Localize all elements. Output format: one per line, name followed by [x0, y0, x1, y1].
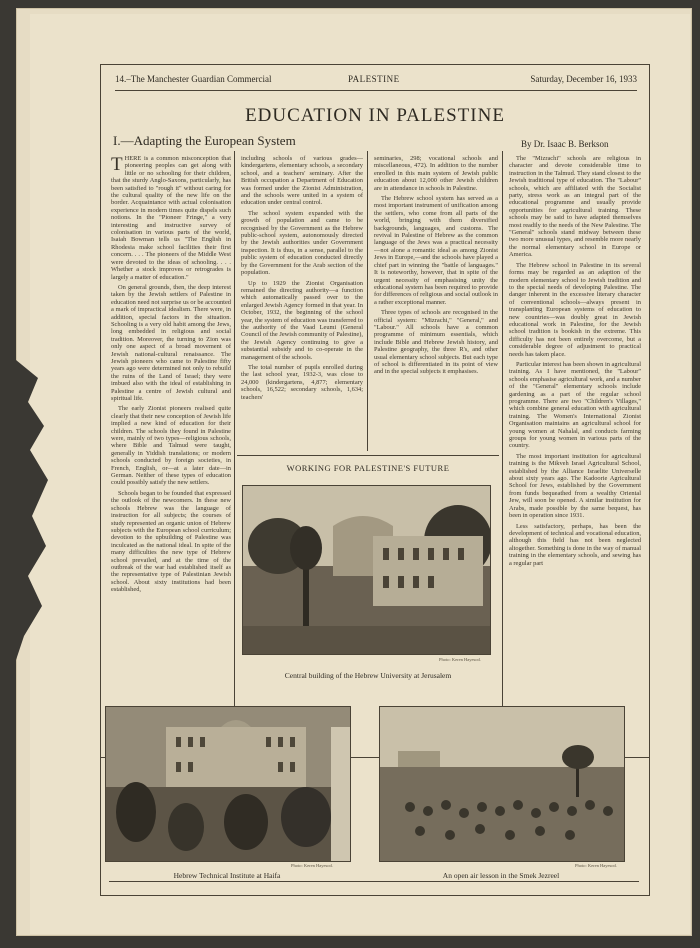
running-header [115, 74, 637, 91]
column-rule [367, 151, 368, 451]
column-rule [502, 151, 503, 741]
photo-credit: Photo: Keren Hayesod. [439, 657, 481, 662]
article-column-4 [509, 155, 641, 751]
paragraph: On general grounds, then, the deep interest taken by the Jewish settlers of Palestine in education need not surprise us or be accounted a mark of impractical idealism. There were, in addition, special factors in the situation. Schooling is a very old habit among the Jews, long embedded in religious and social tradition. Moreover, the turning to Zion was only one aspect of a broad movement of Jewish national-cultural renaissance. The Jewish pioneers who came to Palestine fifty years ago were determined not only to rebuild the ruins of the Land of Israel; they were imbued also with the ideal of establishing in Palestine a centre of Jewish cultural and spiritual life. [111, 283, 231, 402]
paragraph: including schools of various grades—kindergartens, elementary schools, a secondary school, and a teachers' seminary. After the British occupation a Department of Education was formed under the Zionist Administration, and the schools were united in a system of education under central control. [241, 155, 363, 207]
column-rule [234, 151, 235, 741]
section-rule [237, 455, 499, 456]
article-column-2 [241, 155, 363, 447]
paragraph: HERE is a common misconception that pioneering peoples can get along with little or no schooling for their children, that the sturdy Anglo-Saxons, particularly, has been satisfied to "rough it" without caring for the cultural quality of the new life on the border. Acquaintance with actual colonisation experience in modern times quite dispels such notions. In the "Pioneer Fringe," a very interesting and instructive survey of colonisation in various parts of the world, Isaiah Bowman tells us "The English in Rhodesia make school facilities their first concern. . . . The pioneers of the Middle West were devoted to the ideas of schooling. . . . Whether a stock improves or retrogrades is largely a matter of education." [111, 155, 231, 281]
university-photo [242, 485, 491, 655]
technical-institute-photo [105, 706, 351, 862]
header-section: PALESTINE [348, 74, 400, 84]
page-frame [100, 64, 650, 896]
paragraph: The "Mizrachi" schools are religious in character and devote considerable time to instruction in the Talmud. They stand closest to the Jewish traditional type of education. The "Labour" schools, which are affiliated with the Socialist party, stress work as an integral part of the educational programme and usually provide opportunities for agricultural training. These schools may be said to have adapted themselves most readily to the needs of the New Palestine. The "General" schools stand midway between these two more unusual types, and resemble more nearly the normal elementary school in Europe or America. [509, 155, 641, 259]
paragraph: The Hebrew school system has served as a most important instrument of unification among the settlers, who come from all parts of the world, bringing with them diversified backgrounds, languages, and customs. The revival in Palestine of Hebrew as the common language of the Jews was a practical necessity—not alone a romantic ideal as among Zionist Jews in Europe,—and the schools have played a chief part in winning the "battle of languages." It is noteworthy, however, that in spite of the urgent necessity of emphasising unity the educational system has been required to provide for differences of religious and social outlook in a rather exceptional manner. [374, 195, 498, 306]
article-title: EDUCATION IN PALESTINE [245, 105, 505, 126]
photo-caption: An open air lesson in the Smek Jezreel [442, 871, 560, 880]
paragraph: Particular interest has been shown in agricultural training. As I have mentioned, the "Labour" schools emphasise agricultural work, and a number of the "General" elementary schools include gardening as a part of the regular school programme. There are two "Children's Villages," which combine general education with agricultural training. The Women's International Zionist Organisation maintains an agricultural school for young women at Nahalal, and conducts farming groups for young women in various parts of the country. [509, 360, 641, 450]
drop-cap: T [111, 155, 123, 175]
bottom-rule [109, 881, 639, 882]
photo-credit: Photo: Keren Hayesod. [291, 863, 333, 868]
paragraph: The most important institution for agricultural training is the Mikveh Israel Agricultural School, established by the Alliance Israelite Universelle about sixty years ago. The Kadoorie Agricultural School for Jews, established by the Government from funds bequeathed from a wealthy Oriental Jew, will soon be opened. A similar institution for Arabs, made possible by the same bequest, has been in operation since 1931. [509, 452, 641, 520]
paragraph: Less satisfactory, perhaps, has been the development of technical and vocational education, although this field has not been neglected altogether. Something is done in the way of manual training in the elementary schools, and sewing has a regular part [509, 522, 641, 567]
paragraph: The total number of pupils enrolled during the last school year, 1932-3, was close to 24,000 (kindergartens, 4,877; elementary schools, 16,522; secondary schools, 1,634; teachers' [241, 363, 363, 401]
photo-section-heading: WORKING FOR PALESTINE'S FUTURE [286, 463, 450, 473]
article-column-3 [374, 155, 498, 447]
photo-credit: Photo: Keren Hayesod. [575, 863, 617, 868]
header-date: Saturday, December 16, 1933 [530, 74, 637, 84]
article-subtitle: I.—Adapting the European System [113, 133, 296, 148]
photo-caption: Hebrew Technical Institute at Haifa [173, 871, 281, 880]
header-publication: 14.–The Manchester Guardian Commercial [115, 74, 272, 84]
article-byline: By Dr. Isaac B. Berkson [521, 139, 609, 149]
article-column-1 [111, 155, 231, 733]
paragraph: seminaries, 298; vocational schools and miscellaneous, 472). In addition to the number enrolled in this main system of Jewish public education about 12,000 other Jewish children are in attendance in schools in Palestine. [374, 155, 498, 192]
paragraph: Schools began to be founded that expressed the outlook of the newcomers. In these new schools Hebrew was the language of instruction for all subjects; the courses of study represented an organic union of Hebrew subjects with the European school curriculum; devotion to the upbuilding of Palestine was inculcated as the national ideal. In spite of the many difficulties the new type of Hebrew school prevailed, and at the time of the outbreak of the war had established itself as the representative type of Palestinian Jewish school. About sixty institutions had been established, [111, 489, 231, 594]
paragraph: The school system expanded with the growth of population and came to be recognised by the Government as the Hebrew public-school system, autonomously directed by the Jewish authorities under Government inspection. It is thus, in a sense, parallel to the public system of education conducted directly by the Government for the Arab section of the population. [241, 209, 363, 277]
paragraph: Three types of schools are recognised in the official system: "Mizrachi," "General," and "Labour." All schools have a common programme of minimum essentials, which include Bible and Hebrew Jewish history, and Palestine geography, the three R's, and other usual elementary school subjects. But each type of school is differentiated in its point of view and in the special subjects it emphasises. [374, 309, 498, 376]
paragraph: Up to 1929 the Zionist Organisation remained the directing authority—a function which automatically passed over to the enlarged Jewish Agency formed in that year. In October, 1932, the beginning of the school year, the system of education was transferred to the authority of the Vaad Leumi (General Council of the Jewish community of Palestine), the Jewish Agency continuing to give a substantial subsidy and to co-operate in the management of the schools. [241, 279, 363, 361]
open-air-lesson-photo [379, 706, 625, 862]
paragraph: The Hebrew school in Palestine in its several forms may be regarded as an adaption of the modern elementary school to Jewish tradition and to the special needs of developing Palestine. The danger inherent in the excessive literary character of conventional schools—always present in transplanting European systems of education to new countries—was doubly great in Jewish educational work in Palestine, for the Jewish school tradition is bookish in the extreme. This difficulty has not been entirely overcome, but a considerable degree of adjustment to practical needs has taken place. [509, 261, 641, 358]
photo-caption: Central building of the Hebrew University at Jerusalem [284, 671, 452, 680]
paragraph: The early Zionist pioneers realised quite clearly that their new conception of Jewish life implied a new kind of education for their children. The schools they found in Palestine were, mainly of two types—religious schools, where Bible and Talmud were taught, generally in Yiddish translations; or modern schools conducted by foreign societies, in French, English, or—at a later date—in German. Neither of these types of education could possibly satisfy the new settlers. [111, 405, 231, 487]
